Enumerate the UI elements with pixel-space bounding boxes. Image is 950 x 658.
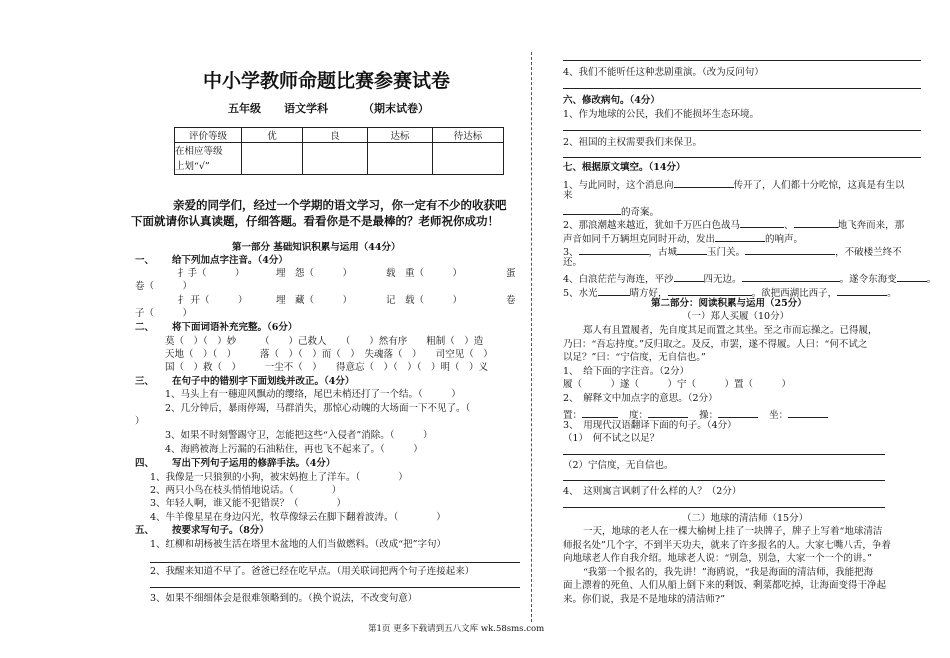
p1-question: 3、 用现代汉语翻译下面的句子。（4分） [563, 420, 737, 431]
passage2-text: 面上漂着的死鱼、人们从船上倒下来的剩饭、剩菜都吃掉，让海面变得干净起 [563, 580, 887, 591]
grade-row-label-line1: 在相应等级 [175, 145, 223, 157]
p1-q2-label: 坐： [769, 410, 789, 421]
q7-blank[interactable] [677, 244, 707, 255]
q1-item-cont: 卷（ ） [135, 281, 193, 292]
grade-header-cell: 评价等级 [175, 128, 242, 143]
q2-number: 二、 [135, 322, 155, 333]
grade-cell-pass[interactable] [368, 143, 433, 175]
answer-line[interactable] [563, 88, 921, 89]
grade-cell-fail[interactable] [433, 143, 504, 175]
q7-title: 七、根据原文填空。（14分） [563, 162, 686, 173]
exam-title: 中小学教师命题比赛参赛试卷 [203, 70, 451, 92]
q4-title: 写出下列句子运用的修辞手法。（4分） [172, 458, 336, 469]
p1-question: 4、 这则寓言讽刺了什么样的人？（2分） [563, 486, 742, 497]
q7-text: ，古城 [648, 247, 678, 258]
p1-q2-blank[interactable] [648, 407, 688, 418]
q7-text: 地飞奔而来，那 [837, 220, 905, 231]
q7-blank[interactable] [598, 285, 630, 296]
subject-label: 语文学科 [284, 102, 328, 115]
q3-number: 三、 [135, 376, 155, 387]
q6-sentence: 2、祖国的主权需要我们来保卫。 [563, 137, 703, 148]
answer-line[interactable] [563, 454, 885, 455]
part2-heading: 第二部分：阅读积累与运用（25分） [651, 298, 807, 309]
p1-question: 1、 给下面的字注音。（2分） [563, 366, 690, 377]
answer-line[interactable] [563, 480, 885, 481]
answer-line[interactable] [563, 157, 921, 158]
q1-item: 扌手（ ） [178, 268, 245, 279]
grade-header-cell: 优 [242, 128, 303, 143]
q5-sentence: 3、如果不细细体会是很难领略到的。（换个说法，不改变句意） [150, 593, 418, 604]
grade-header-cell: 良 [303, 128, 368, 143]
q5-title: 按要求写句子。（8分） [172, 525, 269, 536]
q7-blank[interactable] [897, 271, 927, 282]
q7-text: 声音如同千万辆坦克同时开动，发出 [563, 234, 716, 245]
q7-blank[interactable] [579, 244, 649, 255]
grade-row-label [175, 143, 242, 175]
q3-sentence: 1、马头上有一穗迎风飘动的缨络，尾巴未梢还打了一个结。（ ） [165, 389, 461, 400]
q7-line-1 [563, 177, 905, 192]
answer-line[interactable] [563, 130, 921, 131]
q3-sentence: 3、如果不时刻警踢守卫，怎能把这些“入侵者”消除。（ ） [165, 430, 433, 441]
p1-q2-label: 度： [629, 410, 649, 421]
q7-text: ，不破楼兰终不 [835, 247, 902, 258]
q7-blank[interactable] [745, 244, 835, 255]
q2-row: 天地（ ）（ ） 落（ ）（ ）而（ ） 失魂落（ ） 司空见（ ） [165, 349, 493, 360]
q7-text: 4、白浪茫茫与海连，平沙 [563, 274, 674, 285]
q4-sentence: 2、两只小鸟在枝头悄悄地说话。（ ） [150, 485, 342, 496]
q7-blank[interactable] [740, 217, 784, 228]
p1-subquestion: （1） 何不试之以足？ [563, 433, 660, 444]
intro-line-1: 亲爱的同学们，经过一个学期的语文学习，你一定有不少的收获吧 [173, 198, 507, 212]
q4-sentence: 4、牛羊像星星在身边闪光，牧草像绿云在脚下翻着波涛。（ ） [150, 512, 446, 523]
q7-text: 的奇案。 [621, 207, 660, 218]
answer-line[interactable] [563, 507, 885, 508]
passage1-title: （一）郑人买履（10分） [682, 311, 790, 322]
grade-header-cell: 待达标 [433, 128, 504, 143]
passage1-text: 以足？”曰：“宁信度，无自信也。” [563, 352, 706, 363]
q7-blank[interactable] [668, 285, 752, 296]
q7-text: 1、与此同时，这个消息向 [563, 180, 674, 191]
q1-item: 记 载（ ） [386, 295, 463, 306]
q7-text: 。遂令东海变 [839, 274, 897, 285]
q7-text: 5、水光 [563, 288, 598, 299]
p1-answer: 履（ ）遂（ ）宁（ ）置（ ） [563, 379, 792, 390]
q2-row: 国（ ）救（ ） 一尘不（ ） 得意忘（ ）（ ）（ ）明（ ）义 [165, 362, 489, 373]
q5-sentence: 4、我们不能听任这种悲剧重演。（改为反问句） [563, 67, 764, 78]
q5-sentence: 2、我醒来知道不早了。爸爸已经在吃早点。（用关联词把两个句子连接起来） [150, 566, 475, 577]
q7-line-4 [563, 271, 936, 286]
passage2-text: 师报名处”几个字，不到半天功夫，就来了许多报名的人。大家七嘴八舌，争着 [563, 540, 891, 551]
exam-type-label: （期末试卷） [363, 102, 429, 115]
passage2-title: （二）地球的清洁师（15分） [682, 513, 809, 524]
q3-sentence-cont: ） [135, 416, 145, 427]
passage1-text: 乃曰：“吾忘持度。”反归取之。及反，市罢，遂不得履。人曰：“何不试之 [563, 339, 868, 350]
grade-cell-excellent[interactable] [242, 143, 303, 175]
q3-sentence: 4、海鸥被海上污漏的石油粘住，再也飞不起来了。（ ） [165, 444, 423, 455]
q7-text: 。欲把西湖比西子， [751, 288, 838, 299]
q7-text: 。 [926, 274, 937, 285]
p1-q2-label: 操： [699, 410, 719, 421]
q2-row: 莫（ ）（ ）妙 （ ）己救人 （ ）然有序 粗制（ ）造 [165, 336, 484, 347]
q6-title: 六、修改病句。（4分） [563, 95, 660, 106]
p1-subquestion: （2）宁信度，无自信也。 [563, 460, 674, 471]
q4-sentence: 1、我像是一只狼狈的小狗，被宋妈抱上了洋车。（ ） [150, 472, 408, 483]
q1-title: 给下列加点字注音。（4分） [172, 255, 288, 266]
intro-line-2: 下面就请你认真读题，仔细答题。看看你是不是最棒的？老师祝你成功！ [131, 214, 499, 228]
q7-line-3 [563, 244, 902, 259]
q7-text: 传开了，人们都十分吃惊，这真是有生以 [733, 180, 905, 191]
q2-title: 将下面词语补充完整。（6分） [172, 322, 298, 333]
column-divider [531, 52, 532, 622]
passage2-text: 一天，地球的老人在一棵大榆树上挂了一块牌子，牌子上写着“地球清洁 [583, 526, 883, 537]
grade-cell-good[interactable] [303, 143, 368, 175]
q7-text: 2、那浪潮越来越近，犹如千万匹白色战马 [563, 220, 741, 231]
answer-line[interactable] [563, 60, 921, 61]
q1-item-cont: 子（ ） [135, 308, 193, 319]
q7-blank[interactable] [674, 177, 734, 188]
p1-q2-blank[interactable] [718, 407, 758, 418]
q1-item: 扌 开（ ） [178, 295, 248, 306]
q6-sentence: 1、作为地球的公民，我们不能损坏生态环境。 [563, 109, 760, 120]
q1-item: 卷 [506, 295, 516, 306]
p1-q2-blank[interactable] [582, 407, 618, 418]
passage1-text: 郑人有且置履者，先自度其足而置之其坐。至之市而忘操之。已得履， [583, 325, 878, 336]
q7-text: 晴方好， [629, 288, 668, 299]
q1-item: 埋 怨（ ） [276, 268, 353, 279]
grade-header-cell: 达标 [368, 128, 433, 143]
page-footer: 第1页 更多下载请到五八文库 wk.58sms.com [368, 624, 545, 634]
q7-line-2 [563, 217, 904, 232]
q3-sentence: 2、几分钟后，暴雨停竭，马群消失，那惊心动魄的大场面一下不见了。（ [165, 403, 471, 414]
passage2-text: 向地球老人作自我介绍。地球老人说：“别急，别急，大家一个一个的讲。” [563, 553, 872, 564]
grade-table [174, 127, 504, 175]
answer-line[interactable] [150, 587, 520, 588]
q7-text: 3、 [563, 247, 579, 258]
p1-question: 2、 解释文中加点字的意思。（2分） [563, 393, 718, 404]
q7-blank[interactable] [674, 271, 704, 282]
q1-number: 一、 [135, 255, 155, 266]
q4-number: 四、 [135, 458, 155, 469]
grade-label: 五年级 [228, 102, 261, 115]
q7-text: 来 [563, 190, 573, 201]
q1-item: 埋 藏（ ） [276, 295, 353, 306]
q7-blank[interactable] [563, 204, 621, 215]
q7-blank[interactable] [742, 271, 840, 282]
q1-item: 蛋 [506, 268, 516, 279]
q7-text: 、 [784, 220, 794, 231]
grade-row-label-line2: 上划“√” [175, 160, 210, 172]
q7-blank[interactable] [715, 231, 765, 242]
q7-blank[interactable] [837, 285, 887, 296]
q3-title: 在句子中的错别字下面划线并改正。（4分） [172, 376, 355, 387]
q7-text: 四无边。 [703, 274, 742, 285]
q1-item: 载 重（ ） [386, 268, 463, 279]
p1-q2-label: 置： [563, 410, 583, 421]
passage2-text: 来。你们说，我是不是地球的清洁师?” [563, 594, 725, 605]
p1-q2-blank[interactable] [788, 407, 828, 418]
q7-text: 还。 [563, 257, 583, 268]
passage2-text: “我第一个报名的，我先讲！”海鸥说，“我是海面的清洁师，我能把海 [583, 567, 874, 578]
q7-blank[interactable] [794, 217, 838, 228]
q7-text: 玉门关。 [707, 247, 746, 258]
q5-sentence: 1、红柳和胡杨被生活在塔里木盆地的人们当做燃料。（改成“把”字句） [150, 539, 447, 550]
q5-number: 五、 [135, 525, 155, 536]
part1-heading: 第一部分 基础知识积累与运用（44分） [232, 242, 401, 253]
answer-line[interactable] [150, 562, 520, 563]
q7-text: 。 [887, 288, 897, 299]
q4-sentence: 3、年轻人啊，谁又能不犯错误？（ ） [150, 498, 347, 509]
q7-text: 的响声。 [765, 234, 804, 245]
